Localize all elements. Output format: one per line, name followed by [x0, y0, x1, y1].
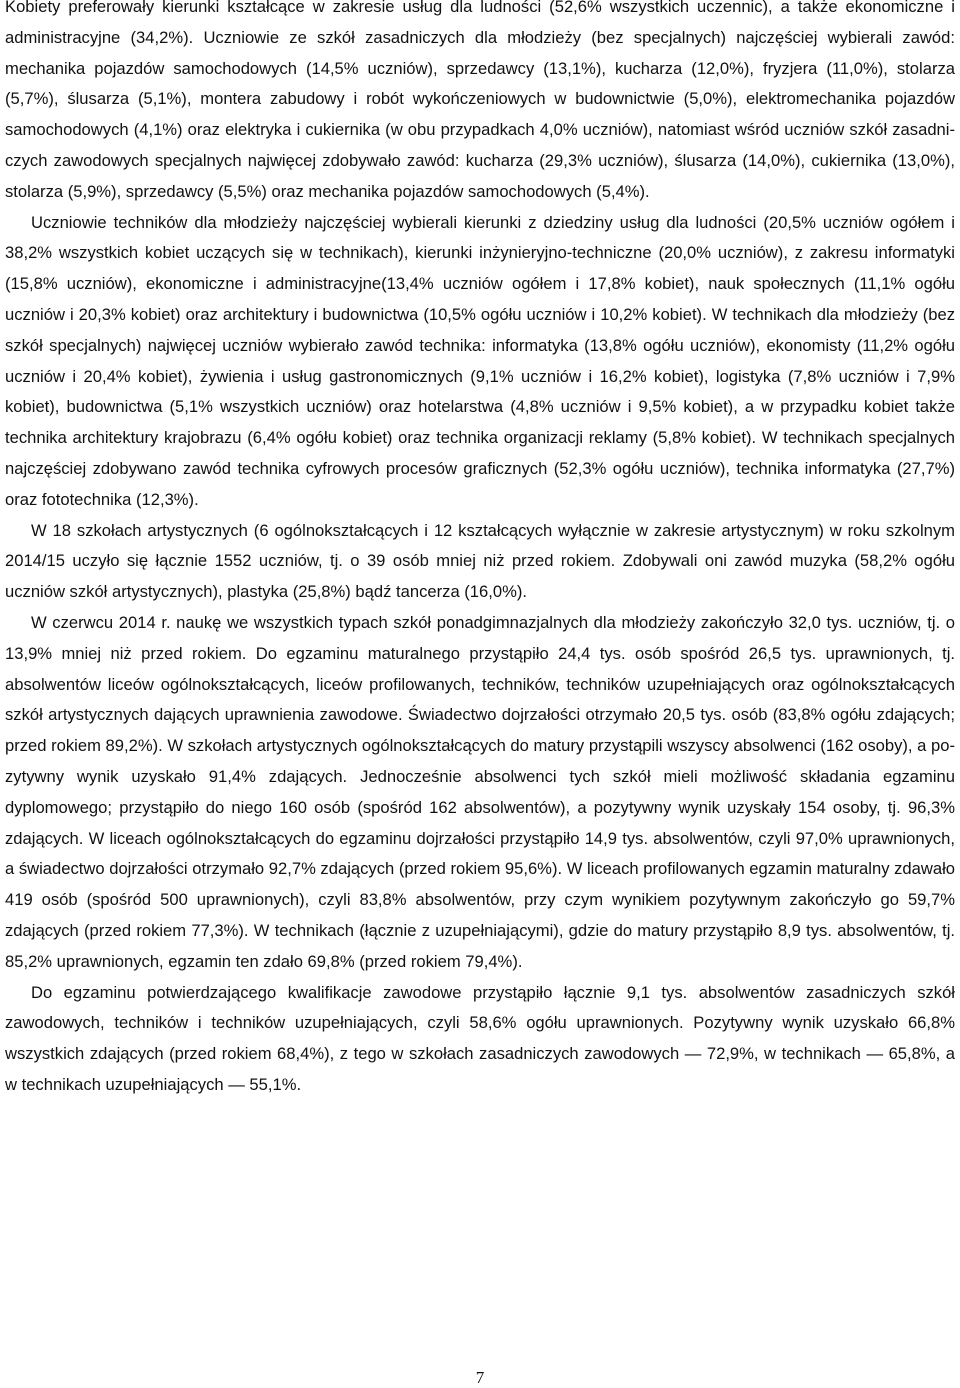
paragraph-art-schools: W 18 szkołach artystycznych (6 ogólnokształcących i 12 kształcących wyłącznie w zakresie artystycznym) w roku szkolnym 2014/15 uczyło się łącznie 1552 uczniów, tj. o 39 osób mniej niż przed rokiem. Zdobywali oni zawód muzyka (58,2% ogółu uczniów szkół artystycznych), plastyka (25,8%) bądź tancerza (16,0%). [5, 520, 955, 602]
paragraph-vocational-exam: Do egzaminu potwierdzającego kwalifikacje zawodowe przystąpiło łącznie 9,1 tys. absolwentów zasadniczych szkół zawodowych, techników i techników uzupełniających, czyli 58,6% ogółu uprawnionych. Pozytywny wynik uzyskało 66,8% wszystkich zdających (przed rokiem 68,4%), z tego w szkołach zasadniczych zawodowych — 72,9%, w technikach — 65,8%, a w technikach uzupełniających — 55,1%. [5, 982, 955, 1094]
paragraph-vocational-schools: Kobiety preferowały kierunki kształcące w zakresie usług dla ludności (52,6% wszystkich uczennic), a także ekonomiczne i administracyjne (34,2%). Uczniowie ze szkół zasadniczych dla młodzieży (bez specjalnych) najczęściej wybierali zawód: mechanika pojazdów samochodowych (14,5% uczniów), sprzedawcy (13,1%), kucharza (12,0%), fryzjera (11,0%), stolarza (5,7%), ślusarza (5,1%), montera zabudowy i robót wykończeniowych w budownictwie (5,0%), elektromechanika pojazdów samochodowych (4,1%) oraz elektryka i cukiernika (w obu przypadkach 4,0% uczniów), natomiast wśród uczniów szkół zasadniczych zawodowych specjalnych najwięcej zdobywało zawód: kucharza (29,3% uczniów), ślusarza (14,0%), cukiernika (13,0%), stolarza (5,9%), sprzedawcy (5,5%) oraz mechanika pojazdów samochodowych (5,4%). [5, 0, 955, 201]
document-page [5, 0, 955, 1101]
paragraph-technical-schools: Uczniowie techników dla młodzieży najczęściej wybierali kierunki z dziedziny usług dla ludności (20,5% uczniów ogółem i 38,2% wszystkich kobiet uczących się w technikach), kierunki inżynieryjno-techniczne (20,0% uczniów), z zakresu informatyki (15,8% uczniów), ekonomiczne i administracyjne(13,4% uczniów ogółem i 17,8% kobiet), nauk społecznych (11,1% ogółu uczniów i 20,3% kobiet) oraz architektury i budownictwa (10,5% ogółu uczniów i 10,2% kobiet). W technikach dla młodzieży (bez szkół specjalnych) najwięcej uczniów wybierało zawód technika: informatyka (13,8% ogółu uczniów), ekonomisty (11,2% ogółu uczniów i 20,4% kobiet), żywienia i usług gastronomicznych (9,1% uczniów i 16,2% kobiet), logistyka (7,8% uczniów i 7,9% kobiet), budownictwa (5,1% wszystkich uczniów) oraz hotelarstwa (4,8% uczniów i 9,5% kobiet), a w przypadku kobiet także technika architektury krajobrazu (6,4% ogółu kobiet) oraz technika organizacji reklamy (5,8% kobiet). W technikach specjalnych najczęściej zdobywano zawód technika cyfrowych procesów graficznych (52,3% ogółu uczniów), technika informatyka (27,7%) oraz fototechnika (12,3%). [5, 212, 955, 509]
page-number: 7 [475, 1368, 485, 1387]
paragraph-matura-exam: W czerwcu 2014 r. naukę we wszystkich typach szkół ponadgimnazjalnych dla młodzieży zakończyło 32,0 tys. uczniów, tj. o 13,9% mniej niż przed rokiem. Do egzaminu maturalnego przystąpiło 24,4 tys. osób spośród 26,5 tys. uprawnionych, tj. absolwentów liceów ogólnokształcących, liceów profilowanych, techników, techników uzupełniających oraz ogólnokształcących szkół artystycznych dających uprawnienia zawodowe. Świadectwo dojrzałości otrzymało 20,5 tys. osób (83,8% ogółu zdających; przed rokiem 89,2%). W szkołach artystycznych ogólnokształcących do matury przystąpili wszyscy absolwenci (162 osoby), a pozytywny wynik uzyskało 91,4% zdających. Jednocześnie absolwenci tych szkół mieli możliwość składania egzaminu dyplomowego; przystąpiło do niego 160 osób (spośród 162 absolwentów), a pozytywny wynik uzyskały 154 osoby, tj. 96,3% zdających. W liceach ogólnokształcących do egzaminu dojrzałości przystąpiło 14,9 tys. absolwentów, czyli 97,0% uprawnionych, a świadectwo dojrzałości otrzymało 92,7% zdających (przed rokiem 95,6%). W liceach profilowanych egzamin maturalny zdawało 419 osób (spośród 500 uprawnionych), czyli 83,8% absolwentów, przy czym wynikiem pozytywnym zakończyło go 59,7% zdających (przed rokiem 77,3%). W technikach (łącznie z uzupełniającymi), gdzie do matury przystąpiło 8,9 tys. absolwentów, tj. 85,2% uprawnionych, egzamin ten zdało 69,8% (przed rokiem 79,4%). [5, 612, 955, 971]
